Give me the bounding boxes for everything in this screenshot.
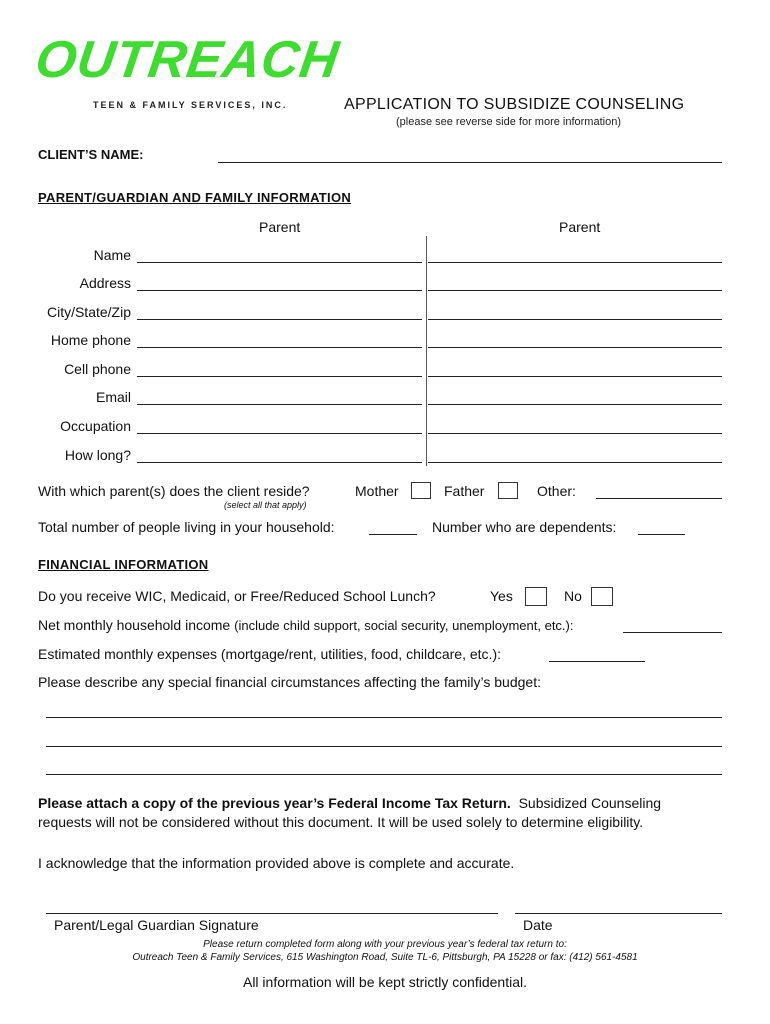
wic-question: Do you receive WIC, Medicaid, or Free/Reduced School Lunch?	[38, 588, 436, 604]
logo-subtitle: TEEN & FAMILY SERVICES, INC.	[93, 100, 288, 110]
confidential-note: All information will be kept strictly confidential.	[242, 974, 527, 990]
attach-paragraph	[38, 794, 728, 832]
describe-label: Please describe any special financial circumstances affecting the family’s budget:	[38, 674, 541, 690]
client-name-field[interactable]	[218, 162, 722, 163]
parent2-occupation-field[interactable]	[428, 433, 722, 434]
mother-label: Mother	[355, 483, 399, 499]
dependents-field[interactable]	[638, 534, 685, 535]
parent2-cell-phone-field[interactable]	[428, 376, 722, 377]
parent2-address-field[interactable]	[428, 290, 722, 291]
parent2-home-phone-field[interactable]	[428, 347, 722, 348]
parent2-city-field[interactable]	[428, 319, 722, 320]
household-total-label: Total number of people living in your household:	[38, 519, 335, 535]
parent1-email-field[interactable]	[137, 404, 422, 405]
form-subtitle: (please see reverse side for more information)	[396, 116, 621, 128]
parent1-cell-phone-field[interactable]	[137, 376, 422, 377]
attach-bold: Please attach a copy of the previous year’s Federal Income Tax Return.	[38, 795, 511, 811]
describe-line-2[interactable]	[46, 746, 722, 747]
parent1-address-field[interactable]	[137, 290, 422, 291]
acknowledge-text: I acknowledge that the information provided above is complete and accurate.	[38, 855, 515, 871]
dependents-label: Number who are dependents:	[432, 519, 617, 535]
attach-rest-1: Subsidized Counseling	[518, 795, 662, 811]
parent1-occupation-field[interactable]	[137, 433, 422, 434]
parent1-home-phone-field[interactable]	[137, 347, 422, 348]
parent-column-2-header: Parent	[559, 219, 601, 235]
row-label-how-long: How long?	[64, 447, 131, 463]
expenses-label: Estimated monthly expenses (mortgage/rent, utilities, food, childcare, etc.):	[38, 646, 501, 662]
parent-column-divider	[426, 236, 427, 466]
client-name-label: CLIENT’S NAME:	[38, 147, 144, 162]
net-income-note: (include child support, social security, unemployment, etc.):	[234, 618, 574, 633]
row-label-name: Name	[93, 247, 131, 263]
describe-line-3[interactable]	[46, 774, 722, 775]
row-label-home-phone: Home phone	[50, 332, 131, 348]
parent2-name-field[interactable]	[428, 262, 722, 263]
signature-label: Parent/Legal Guardian Signature	[54, 917, 259, 933]
footer-line-2: Outreach Teen & Family Services, 615 Washington Road, Suite TL-6, Pittsburgh, PA 15228 or fax: (412) 561-4581	[132, 952, 638, 963]
parent-section-heading: PARENT/GUARDIAN AND FAMILY INFORMATION	[38, 190, 352, 205]
net-income-label	[38, 617, 573, 633]
wic-no-checkbox[interactable]	[591, 587, 613, 606]
reside-question: With which parent(s) does the client reside?	[38, 483, 310, 499]
net-income-field[interactable]	[623, 632, 722, 633]
row-label-city-state-zip: City/State/Zip	[46, 304, 131, 320]
row-label-cell-phone: Cell phone	[64, 361, 131, 377]
parent1-name-field[interactable]	[137, 262, 422, 263]
parent-column-1-header: Parent	[259, 219, 301, 235]
wic-yes-label: Yes	[490, 588, 513, 604]
other-label: Other:	[537, 483, 576, 499]
date-label: Date	[523, 917, 553, 933]
date-field[interactable]	[515, 913, 722, 914]
logo-wordmark: OUTREACH	[31, 31, 343, 89]
expenses-field[interactable]	[549, 661, 645, 662]
row-label-email: Email	[95, 389, 131, 405]
household-total-field[interactable]	[369, 534, 417, 535]
signature-field[interactable]	[46, 913, 498, 914]
father-label: Father	[444, 483, 485, 499]
outreach-logo	[31, 18, 343, 118]
mother-checkbox[interactable]	[411, 482, 431, 499]
attach-rest-2: requests will not be considered without this document. It will be used solely to determine eligibility.	[38, 814, 644, 830]
row-label-occupation: Occupation	[60, 418, 131, 434]
describe-line-1[interactable]	[46, 717, 722, 718]
parent2-email-field[interactable]	[428, 404, 722, 405]
reside-note: (select all that apply)	[224, 500, 307, 510]
financial-section-heading: FINANCIAL INFORMATION	[38, 557, 209, 572]
parent1-city-field[interactable]	[137, 319, 422, 320]
wic-yes-checkbox[interactable]	[525, 587, 547, 606]
other-field[interactable]	[596, 498, 722, 499]
parent1-how-long-field[interactable]	[137, 462, 422, 463]
net-income-text: Net monthly household income	[38, 617, 231, 633]
wic-no-label: No	[564, 588, 582, 604]
footer-line-1: Please return completed form along with your previous year’s federal tax return to:	[203, 939, 567, 950]
form-title: APPLICATION TO SUBSIDIZE COUNSELING	[344, 96, 685, 113]
father-checkbox[interactable]	[498, 482, 518, 499]
row-label-address: Address	[79, 275, 131, 291]
parent2-how-long-field[interactable]	[428, 462, 722, 463]
